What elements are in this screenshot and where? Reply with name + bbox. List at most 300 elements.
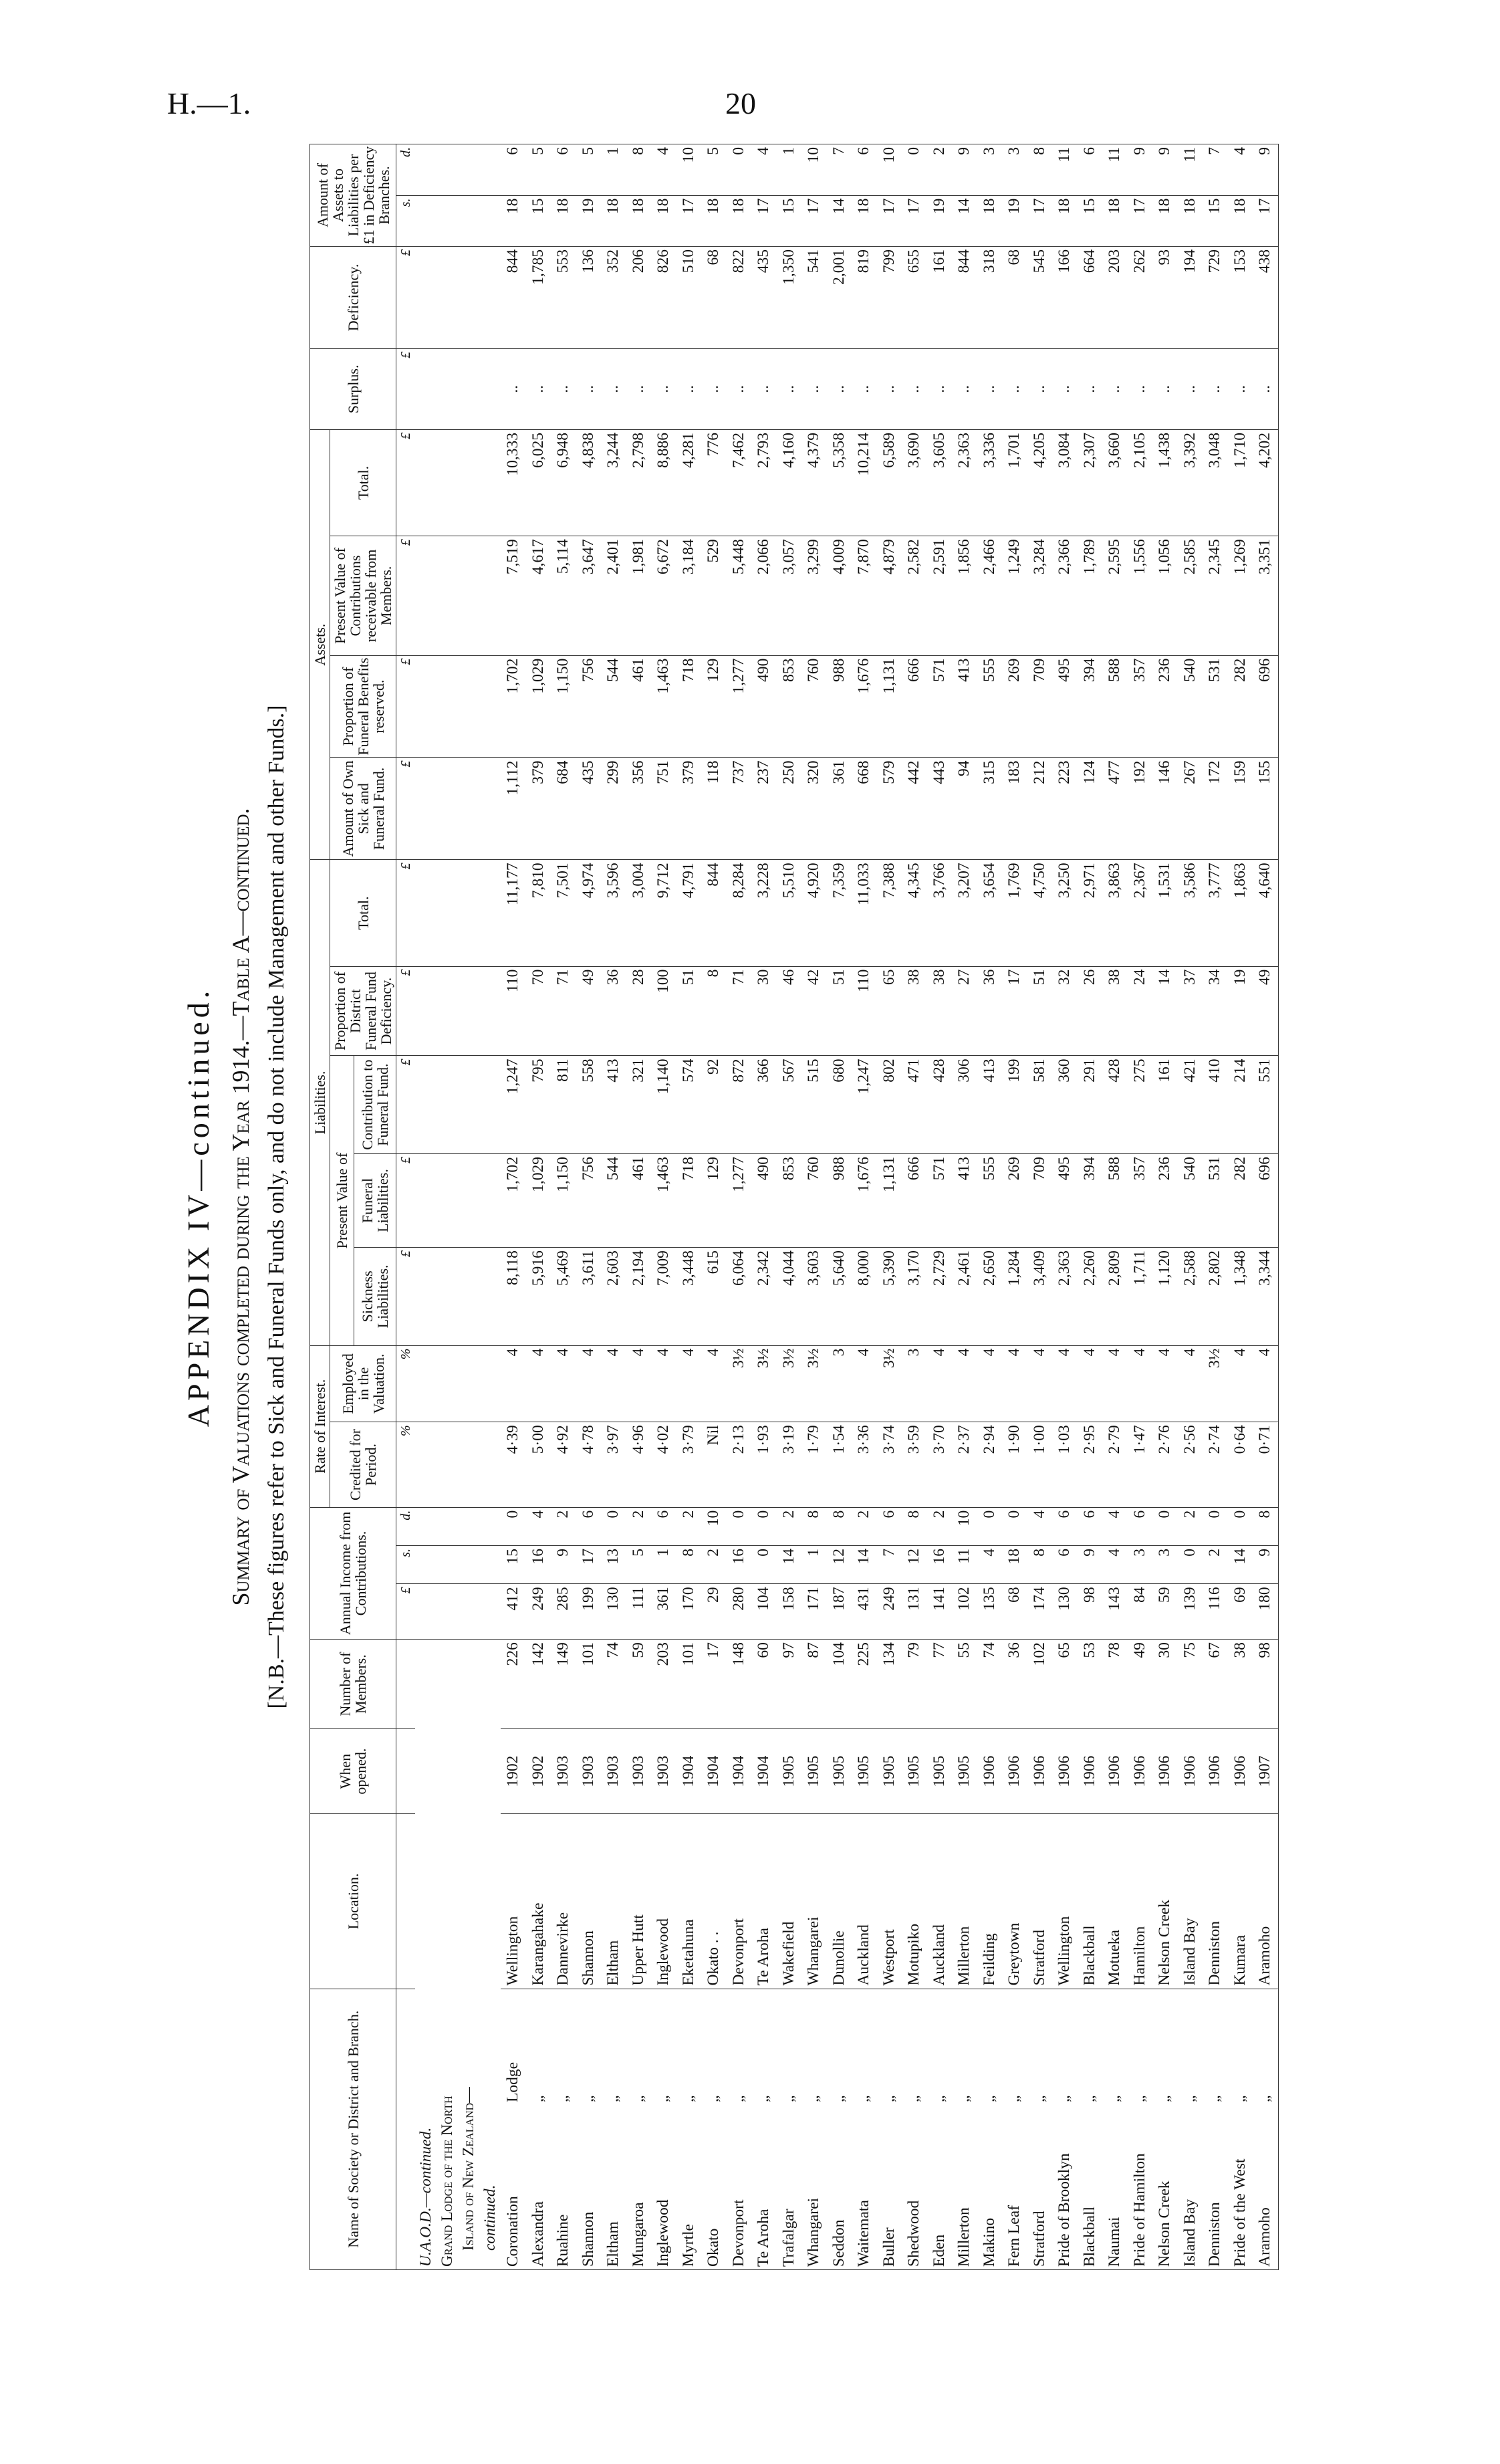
row-income-pence: 4 xyxy=(1027,1507,1053,1545)
row-contributions-receivable: 1,269 xyxy=(1228,536,1253,655)
row-own-fund: 223 xyxy=(1052,758,1078,860)
row-own-fund: 212 xyxy=(1027,758,1053,860)
row-income-pence: 0 xyxy=(1002,1507,1027,1545)
row-suffix: „ xyxy=(629,2095,647,2102)
row-opened: 1906 xyxy=(1102,1728,1128,1813)
row-name-cell xyxy=(1203,1989,1228,2269)
row-assets-total: 2,307 xyxy=(1078,429,1103,536)
row-surplus: .. xyxy=(501,348,526,429)
row-contribution: 1,140 xyxy=(651,1056,676,1154)
row-funeral: 1,676 xyxy=(852,1153,877,1247)
row-rate-credited: 2·37 xyxy=(952,1422,977,1507)
row-income-pounds: 130 xyxy=(601,1584,626,1640)
row-suffix: „ xyxy=(1130,2095,1148,2102)
row-rate-credited: 2·79 xyxy=(1102,1422,1128,1507)
row-surplus: .. xyxy=(777,348,802,429)
row-rate-employed: 3½ xyxy=(777,1345,802,1422)
row-location: Feilding xyxy=(977,1814,1003,1989)
row-income-pounds: 431 xyxy=(852,1584,877,1640)
row-rate-credited: 4·39 xyxy=(501,1422,526,1507)
row-liabilities-total: 8,284 xyxy=(727,860,752,966)
row-opened: 1903 xyxy=(626,1728,652,1813)
row-income-pounds: 180 xyxy=(1253,1584,1278,1640)
row-own-fund: 315 xyxy=(977,758,1003,860)
row-contribution: 306 xyxy=(952,1056,977,1154)
row-ratio-pence: 4 xyxy=(1228,144,1253,196)
row-rate-employed: 4 xyxy=(1178,1345,1203,1422)
row-contribution: 802 xyxy=(877,1056,902,1154)
row-suffix: „ xyxy=(554,2095,572,2102)
row-location: Okato . . xyxy=(701,1814,727,1989)
row-own-fund: 435 xyxy=(576,758,602,860)
row-income-shillings: 14 xyxy=(777,1546,802,1584)
table-row xyxy=(777,144,802,2270)
row-funeral: 413 xyxy=(952,1153,977,1247)
row-liabilities-total: 1,769 xyxy=(1002,860,1027,966)
row-deficiency: 819 xyxy=(852,247,877,349)
row-members: 77 xyxy=(927,1640,953,1729)
row-opened: 1904 xyxy=(676,1728,702,1813)
row-rate-credited: 2·94 xyxy=(977,1422,1003,1507)
row-income-pounds: 69 xyxy=(1228,1584,1253,1640)
row-funeral-reserved: 666 xyxy=(902,655,927,758)
header-funeral: Funeral Liabilities. xyxy=(354,1153,396,1247)
header-income: Annual Income from Contributions. xyxy=(310,1507,396,1639)
row-contribution: 413 xyxy=(977,1056,1003,1154)
row-location: Stratford xyxy=(1027,1814,1053,1989)
row-assets-total: 1,710 xyxy=(1228,429,1253,536)
row-liabilities-total: 4,640 xyxy=(1253,860,1278,966)
row-deficiency: 799 xyxy=(877,247,902,349)
row-funeral: 461 xyxy=(626,1153,652,1247)
row-income-pounds: 249 xyxy=(526,1584,551,1640)
row-contributions-receivable: 1,981 xyxy=(626,536,652,655)
row-contributions-receivable: 3,184 xyxy=(676,536,702,655)
row-opened: 1905 xyxy=(801,1728,827,1813)
row-opened: 1906 xyxy=(1128,1728,1153,1813)
table-row xyxy=(651,144,676,2270)
row-income-pence: 2 xyxy=(1178,1507,1203,1545)
row-rate-employed: 4 xyxy=(1102,1345,1128,1422)
row-members: 67 xyxy=(1203,1640,1228,1729)
row-rate-employed: 3½ xyxy=(877,1345,902,1422)
row-income-shillings: 17 xyxy=(576,1546,602,1584)
row-liabilities-total: 2,971 xyxy=(1078,860,1103,966)
group-society: U.A.O.D.—continued. xyxy=(415,1640,436,2270)
row-contributions-receivable: 5,114 xyxy=(551,536,576,655)
row-ratio-pence: 4 xyxy=(751,144,777,196)
row-surplus: .. xyxy=(701,348,727,429)
row-liabilities-total: 7,359 xyxy=(827,860,852,966)
row-surplus: .. xyxy=(727,348,752,429)
row-surplus: .. xyxy=(526,348,551,429)
row-assets-total: 1,438 xyxy=(1152,429,1178,536)
row-rate-employed: 4 xyxy=(952,1345,977,1422)
row-rate-credited: 1·00 xyxy=(1027,1422,1053,1507)
row-liabilities-total: 3,004 xyxy=(626,860,652,966)
row-liabilities-total: 1,531 xyxy=(1152,860,1178,966)
row-funeral-reserved: 544 xyxy=(601,655,626,758)
row-rate-credited: 2·95 xyxy=(1078,1422,1103,1507)
row-sickness: 5,390 xyxy=(877,1248,902,1346)
row-opened: 1903 xyxy=(576,1728,602,1813)
row-ratio-pence: 7 xyxy=(827,144,852,196)
row-proportion-deficiency: 36 xyxy=(601,966,626,1056)
row-suffix: „ xyxy=(1030,2095,1048,2102)
header-contribution: Contribution to Funeral Fund. xyxy=(354,1056,396,1154)
row-sickness: 1,120 xyxy=(1152,1248,1178,1346)
row-liabilities-total: 3,863 xyxy=(1102,860,1128,966)
row-income-pounds: 170 xyxy=(676,1584,702,1640)
row-liabilities-total: 3,228 xyxy=(751,860,777,966)
row-deficiency: 844 xyxy=(501,247,526,349)
unit-pence: d. xyxy=(396,1507,416,1545)
row-contributions-receivable: 5,448 xyxy=(727,536,752,655)
row-sickness: 6,064 xyxy=(727,1248,752,1346)
row-liabilities-total: 4,750 xyxy=(1027,860,1053,966)
row-name-cell xyxy=(827,1989,852,2269)
row-income-pence: 2 xyxy=(676,1507,702,1545)
row-deficiency: 545 xyxy=(1027,247,1053,349)
row-members: 134 xyxy=(877,1640,902,1729)
row-surplus: .. xyxy=(1152,348,1178,429)
row-suffix: „ xyxy=(855,2095,873,2102)
row-income-shillings: 9 xyxy=(1078,1546,1103,1584)
row-ratio-shillings: 17 xyxy=(751,195,777,246)
header-liabilities: Liabilities. xyxy=(310,860,330,1345)
row-contributions-receivable: 4,617 xyxy=(526,536,551,655)
table-body xyxy=(396,144,1279,2270)
row-own-fund: 443 xyxy=(927,758,953,860)
row-members: 55 xyxy=(952,1640,977,1729)
row-funeral-reserved: 709 xyxy=(1027,655,1053,758)
row-funeral-reserved: 129 xyxy=(701,655,727,758)
row-name: Pride of Brooklyn xyxy=(1055,2153,1074,2267)
row-name: Denniston xyxy=(1206,2202,1224,2267)
row-ratio-shillings: 17 xyxy=(902,195,927,246)
row-surplus: .. xyxy=(852,348,877,429)
row-contribution: 275 xyxy=(1128,1056,1153,1154)
row-assets-total: 5,358 xyxy=(827,429,852,536)
row-ratio-shillings: 18 xyxy=(1152,195,1178,246)
row-ratio-pence: 8 xyxy=(626,144,652,196)
row-liabilities-total: 844 xyxy=(701,860,727,966)
row-funeral: 495 xyxy=(1052,1153,1078,1247)
row-rate-employed: 3½ xyxy=(801,1345,827,1422)
row-deficiency: 655 xyxy=(902,247,927,349)
row-assets-total: 7,462 xyxy=(727,429,752,536)
row-sickness: 2,603 xyxy=(601,1248,626,1346)
row-contributions-receivable: 3,057 xyxy=(777,536,802,655)
row-surplus: .. xyxy=(1027,348,1053,429)
row-surplus: .. xyxy=(1128,348,1153,429)
row-deficiency: 553 xyxy=(551,247,576,349)
row-members: 102 xyxy=(1027,1640,1053,1729)
row-opened: 1906 xyxy=(1078,1728,1103,1813)
table-row xyxy=(727,144,752,2270)
row-ratio-shillings: 18 xyxy=(701,195,727,246)
table-row xyxy=(576,144,602,2270)
row-opened: 1906 xyxy=(1228,1728,1253,1813)
row-income-pence: 2 xyxy=(927,1507,953,1545)
row-sickness: 8,118 xyxy=(501,1248,526,1346)
row-location: Kumara xyxy=(1228,1814,1253,1989)
row-proportion-deficiency: 24 xyxy=(1128,966,1153,1056)
row-proportion-deficiency: 46 xyxy=(777,966,802,1056)
unit-pounds: £ xyxy=(396,758,416,860)
row-income-shillings: 15 xyxy=(501,1546,526,1584)
row-surplus: .. xyxy=(1052,348,1078,429)
row-contributions-receivable: 3,284 xyxy=(1027,536,1053,655)
row-assets-total: 3,605 xyxy=(927,429,953,536)
row-liabilities-total: 7,388 xyxy=(877,860,902,966)
row-sickness: 2,650 xyxy=(977,1248,1003,1346)
row-assets-total: 2,105 xyxy=(1128,429,1153,536)
row-income-shillings: 8 xyxy=(1027,1546,1053,1584)
row-assets-total: 8,886 xyxy=(651,429,676,536)
row-opened: 1906 xyxy=(1203,1728,1228,1813)
row-funeral-reserved: 1,131 xyxy=(877,655,902,758)
unit-pence: d. xyxy=(396,144,416,196)
row-income-pounds: 158 xyxy=(777,1584,802,1640)
row-assets-total: 3,336 xyxy=(977,429,1003,536)
row-rate-credited: 1·90 xyxy=(1002,1422,1027,1507)
row-assets-total: 2,798 xyxy=(626,429,652,536)
row-members: 142 xyxy=(526,1640,551,1729)
row-ratio-shillings: 19 xyxy=(576,195,602,246)
header-rate-employed: Employed in the Valuation. xyxy=(330,1345,396,1422)
table-row xyxy=(526,144,551,2270)
unit-pounds: £ xyxy=(396,1153,416,1247)
row-income-pounds: 141 xyxy=(927,1584,953,1640)
row-location: Denniston xyxy=(1203,1814,1228,1989)
row-rate-employed: 4 xyxy=(927,1345,953,1422)
row-rate-credited: 0·64 xyxy=(1228,1422,1253,1507)
row-proportion-deficiency: 51 xyxy=(1027,966,1053,1056)
row-suffix: „ xyxy=(579,2095,597,2102)
row-assets-total: 4,160 xyxy=(777,429,802,536)
table-row xyxy=(877,144,902,2270)
row-income-pounds: 68 xyxy=(1002,1584,1027,1640)
row-rate-employed: 4 xyxy=(626,1345,652,1422)
row-funeral: 1,277 xyxy=(727,1153,752,1247)
row-members: 38 xyxy=(1228,1640,1253,1729)
row-proportion-deficiency: 49 xyxy=(1253,966,1278,1056)
row-proportion-deficiency: 8 xyxy=(701,966,727,1056)
row-income-pence: 0 xyxy=(501,1507,526,1545)
row-opened: 1903 xyxy=(551,1728,576,1813)
row-own-fund: 684 xyxy=(551,758,576,860)
row-location: Dannevirke xyxy=(551,1814,576,1989)
row-income-shillings: 2 xyxy=(701,1546,727,1584)
row-name: Waitemata xyxy=(855,2200,873,2267)
row-funeral: 544 xyxy=(601,1153,626,1247)
row-own-fund: 579 xyxy=(877,758,902,860)
row-name: Trafalgar xyxy=(779,2209,797,2267)
row-sickness: 2,588 xyxy=(1178,1248,1203,1346)
row-name-cell xyxy=(1052,1989,1078,2269)
row-contributions-receivable: 7,519 xyxy=(501,536,526,655)
row-liabilities-total: 3,654 xyxy=(977,860,1003,966)
row-income-pence: 10 xyxy=(952,1507,977,1545)
row-contribution: 872 xyxy=(727,1056,752,1154)
header-assets-total: Total. xyxy=(330,429,396,536)
row-members: 203 xyxy=(651,1640,676,1729)
row-location: Nelson Creek xyxy=(1152,1814,1178,1989)
row-proportion-deficiency: 71 xyxy=(727,966,752,1056)
row-surplus: .. xyxy=(952,348,977,429)
row-contribution: 471 xyxy=(902,1056,927,1154)
row-surplus: .. xyxy=(626,348,652,429)
header-rate-credited: Credited for Period. xyxy=(330,1422,396,1507)
row-opened: 1905 xyxy=(952,1728,977,1813)
row-rate-credited: 3·79 xyxy=(676,1422,702,1507)
row-name: Nelson Creek xyxy=(1156,2180,1174,2267)
row-name-cell xyxy=(526,1989,551,2269)
table-subtitle: Summary of Valuations completed during the Year 1914.—Table A—continued. xyxy=(227,808,254,1606)
row-proportion-deficiency: 110 xyxy=(852,966,877,1056)
row-own-fund: 668 xyxy=(852,758,877,860)
page-number: 20 xyxy=(725,86,756,120)
row-funeral-reserved: 269 xyxy=(1002,655,1027,758)
unit-pounds: £ xyxy=(396,1056,416,1154)
row-income-pence: 10 xyxy=(701,1507,727,1545)
row-ratio-shillings: 18 xyxy=(1178,195,1203,246)
row-name-cell xyxy=(977,1989,1003,2269)
row-rate-credited: 1·54 xyxy=(827,1422,852,1507)
header-present-value: Present Value of xyxy=(330,1056,354,1345)
row-contributions-receivable: 2,401 xyxy=(601,536,626,655)
row-contributions-receivable: 1,789 xyxy=(1078,536,1103,655)
row-name: Te Aroha xyxy=(755,2209,773,2267)
row-contribution: 321 xyxy=(626,1056,652,1154)
row-location: Te Aroha xyxy=(751,1814,777,1989)
row-funeral-reserved: 988 xyxy=(827,655,852,758)
row-rate-employed: 4 xyxy=(701,1345,727,1422)
row-surplus: .. xyxy=(601,348,626,429)
row-contribution: 92 xyxy=(701,1056,727,1154)
group-district-row-1 xyxy=(436,144,458,2270)
row-funeral: 1,702 xyxy=(501,1153,526,1247)
row-surplus: .. xyxy=(1078,348,1103,429)
row-assets-total: 4,838 xyxy=(576,429,602,536)
row-name: Naumai xyxy=(1106,2217,1124,2267)
row-name: Devonport xyxy=(729,2199,747,2267)
row-rate-credited: 3·59 xyxy=(902,1422,927,1507)
row-deficiency: 68 xyxy=(1002,247,1027,349)
row-members: 226 xyxy=(501,1640,526,1729)
row-income-pounds: 249 xyxy=(877,1584,902,1640)
row-location: Blackball xyxy=(1078,1814,1103,1989)
row-assets-total: 10,333 xyxy=(501,429,526,536)
row-liabilities-total: 5,510 xyxy=(777,860,802,966)
row-contribution: 161 xyxy=(1152,1056,1178,1154)
row-sickness: 7,009 xyxy=(651,1248,676,1346)
row-name-cell xyxy=(651,1989,676,2269)
row-name: Shedwood xyxy=(905,2200,923,2267)
group-district-3: continued. xyxy=(479,1640,501,2270)
row-sickness: 2,342 xyxy=(751,1248,777,1346)
row-suffix: „ xyxy=(529,2095,547,2102)
row-sickness: 2,802 xyxy=(1203,1248,1228,1346)
row-income-pounds: 143 xyxy=(1102,1584,1128,1640)
row-own-fund: 320 xyxy=(801,758,827,860)
row-opened: 1904 xyxy=(751,1728,777,1813)
row-income-pounds: 111 xyxy=(626,1584,652,1640)
row-sickness: 5,640 xyxy=(827,1248,852,1346)
row-sickness: 5,469 xyxy=(551,1248,576,1346)
row-funeral-reserved: 760 xyxy=(801,655,827,758)
row-location: Greytown xyxy=(1002,1814,1027,1989)
row-funeral-reserved: 718 xyxy=(676,655,702,758)
row-contribution: 567 xyxy=(777,1056,802,1154)
row-income-pence: 0 xyxy=(1203,1507,1228,1545)
row-deficiency: 510 xyxy=(676,247,702,349)
row-contribution: 421 xyxy=(1178,1056,1203,1154)
row-suffix: „ xyxy=(805,2095,823,2102)
row-members: 101 xyxy=(576,1640,602,1729)
row-contribution: 360 xyxy=(1052,1056,1078,1154)
row-suffix: Lodge xyxy=(504,2061,522,2102)
row-income-pence: 6 xyxy=(576,1507,602,1545)
row-name-cell xyxy=(1027,1989,1053,2269)
row-name-cell xyxy=(877,1989,902,2269)
row-ratio-shillings: 15 xyxy=(1203,195,1228,246)
unit-pounds: £ xyxy=(396,655,416,758)
row-surplus: .. xyxy=(801,348,827,429)
row-ratio-shillings: 17 xyxy=(877,195,902,246)
row-contributions-receivable: 2,595 xyxy=(1102,536,1128,655)
row-members: 78 xyxy=(1102,1640,1128,1729)
table-row xyxy=(501,144,526,2270)
row-ratio-pence: 9 xyxy=(952,144,977,196)
row-liabilities-total: 4,974 xyxy=(576,860,602,966)
table-row xyxy=(1203,144,1228,2270)
unit-pounds: £ xyxy=(396,536,416,655)
row-deficiency: 844 xyxy=(952,247,977,349)
row-ratio-pence: 2 xyxy=(927,144,953,196)
row-funeral: 490 xyxy=(751,1153,777,1247)
row-location: Hamilton xyxy=(1128,1814,1153,1989)
row-members: 148 xyxy=(727,1640,752,1729)
row-suffix: „ xyxy=(1180,2095,1199,2102)
row-name: Aramoho xyxy=(1256,2207,1274,2267)
row-location: Devonport xyxy=(727,1814,752,1989)
row-name: Stratford xyxy=(1030,2211,1048,2267)
row-deficiency: 438 xyxy=(1253,247,1278,349)
row-proportion-deficiency: 100 xyxy=(651,966,676,1056)
row-proportion-deficiency: 36 xyxy=(977,966,1003,1056)
header-sickness: Sickness Liabilities. xyxy=(354,1248,396,1346)
row-funeral-reserved: 555 xyxy=(977,655,1003,758)
row-income-shillings: 13 xyxy=(601,1546,626,1584)
header-funeral-reserved: Proportion of Funeral Benefits reserved. xyxy=(330,655,396,758)
row-ratio-pence: 4 xyxy=(651,144,676,196)
row-income-pounds: 412 xyxy=(501,1584,526,1640)
row-income-pence: 0 xyxy=(977,1507,1003,1545)
row-contributions-receivable: 3,647 xyxy=(576,536,602,655)
row-income-shillings: 16 xyxy=(526,1546,551,1584)
row-own-fund: 477 xyxy=(1102,758,1128,860)
row-surplus: .. xyxy=(651,348,676,429)
row-sickness: 2,363 xyxy=(1052,1248,1078,1346)
row-proportion-deficiency: 38 xyxy=(927,966,953,1056)
row-income-shillings: 9 xyxy=(551,1546,576,1584)
row-deficiency: 203 xyxy=(1102,247,1128,349)
row-rate-credited: 3·97 xyxy=(601,1422,626,1507)
row-sickness: 4,044 xyxy=(777,1248,802,1346)
row-contributions-receivable: 1,556 xyxy=(1128,536,1153,655)
